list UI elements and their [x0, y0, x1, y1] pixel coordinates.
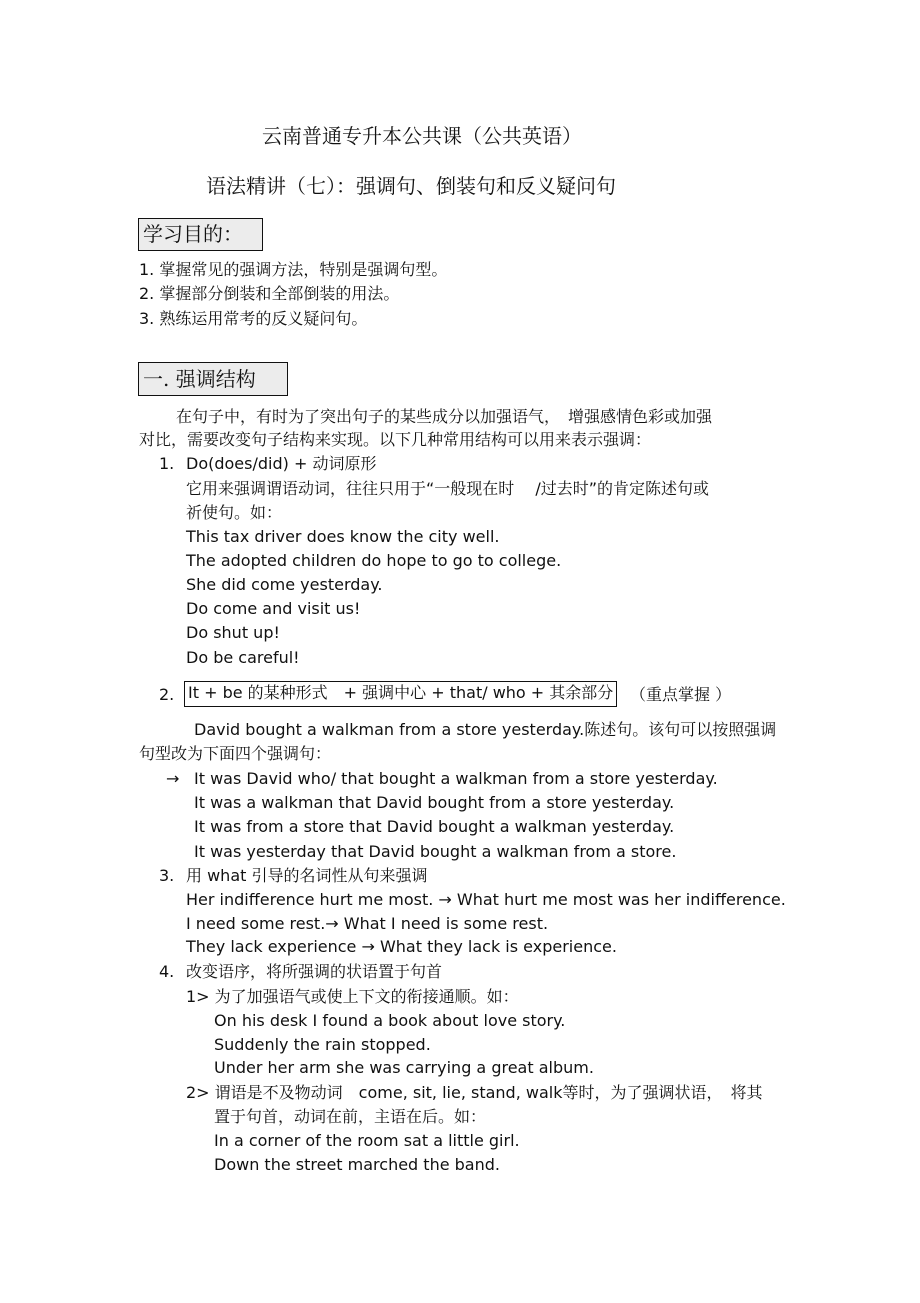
example-sentence: Down the street marched the band. [214, 1155, 500, 1174]
example-sentence: Do come and visit us! [186, 599, 361, 618]
point-number: 2. [159, 685, 175, 704]
pattern-note: （重点掌握 ） [630, 685, 732, 704]
sub-point-label: 置于句首，动词在前，主语在后。如： [214, 1107, 487, 1126]
pattern-box: It + be 的某种形式 + 强调中心 + that/ who + 其余部分 [184, 681, 617, 707]
objective-item: 3. 熟练运用常考的反义疑问句。 [139, 309, 368, 328]
arrow-icon: → [166, 769, 180, 788]
example-sentence: This tax driver does know the city well. [186, 527, 500, 546]
example-sentence: The adopted children do hope to go to college. [186, 551, 562, 570]
example-sentence: Do shut up! [186, 623, 280, 642]
point-description: 祈使句。如： [186, 503, 283, 522]
intro-text: 对比，需要改变句子结构来实现。以下几种常用结构可以用来表示强调： [139, 430, 652, 449]
page-subtitle: 语法精讲（七）：强调句、倒装句和反义疑问句 [206, 174, 616, 198]
point-title: 用 what 引导的名词性从句来强调 [186, 866, 428, 885]
point-title: Do(does/did) + 动词原形 [186, 454, 377, 473]
example-sentence: Her indifference hurt me most. → What hurt me most was her indifference. [186, 890, 786, 909]
objectives-heading: 学习目的： [138, 218, 263, 251]
example-sentence: It was a walkman that David bought from a store yesterday. [194, 793, 675, 812]
point-title: 改变语序，将所强调的状语置于句首 [186, 962, 443, 981]
example-sentence: Suddenly the rain stopped. [214, 1035, 431, 1054]
example-sentence: I need some rest.→ What I need is some rest. [186, 914, 549, 933]
example-sentence: Do be careful! [186, 648, 300, 667]
sub-point-label: 1> 为了加强语气或使上下文的衔接通顺。如： [186, 987, 519, 1006]
point-number: 1. [159, 454, 175, 473]
example-sentence: It was yesterday that David bought a walkman from a store. [194, 842, 677, 861]
point-number: 4. [159, 962, 175, 981]
point-description: 它用来强调谓语动词，往往只用于“一般现在时 /过去时”的肯定陈述句或 [186, 479, 710, 498]
point-description: David bought a walkman from a store yesterday.陈述句。该句可以按照强调 [194, 720, 777, 739]
example-sentence: On his desk I found a book about love story. [214, 1011, 566, 1030]
objective-item: 2. 掌握部分倒装和全部倒装的用法。 [139, 284, 400, 303]
example-sentence: Under her arm she was carrying a great album. [214, 1058, 594, 1077]
example-sentence: She did come yesterday. [186, 575, 383, 594]
example-sentence: They lack experience → What they lack is experience. [186, 937, 617, 956]
example-sentence: In a corner of the room sat a little girl. [214, 1131, 520, 1150]
point-number: 3. [159, 866, 175, 885]
page-title: 云南普通专升本公共课（公共英语） [262, 124, 582, 148]
point-description: 句型改为下面四个强调句： [139, 744, 332, 763]
objective-item: 1. 掌握常见的强调方法，特别是强调句型。 [139, 260, 448, 279]
example-sentence: It was David who/ that bought a walkman from a store yesterday. [194, 769, 718, 788]
intro-text: 在句子中，有时为了突出句子的某些成分以加强语气， 增强感情色彩或加强 [176, 407, 713, 426]
sub-point-label: 2> 谓语是不及物动词 come, sit, lie, stand, walk等时，为了强调状语， 将其 [186, 1083, 763, 1102]
section-heading: 一. 强调结构 [138, 362, 288, 396]
example-sentence: It was from a store that David bought a walkman yesterday. [194, 817, 675, 836]
